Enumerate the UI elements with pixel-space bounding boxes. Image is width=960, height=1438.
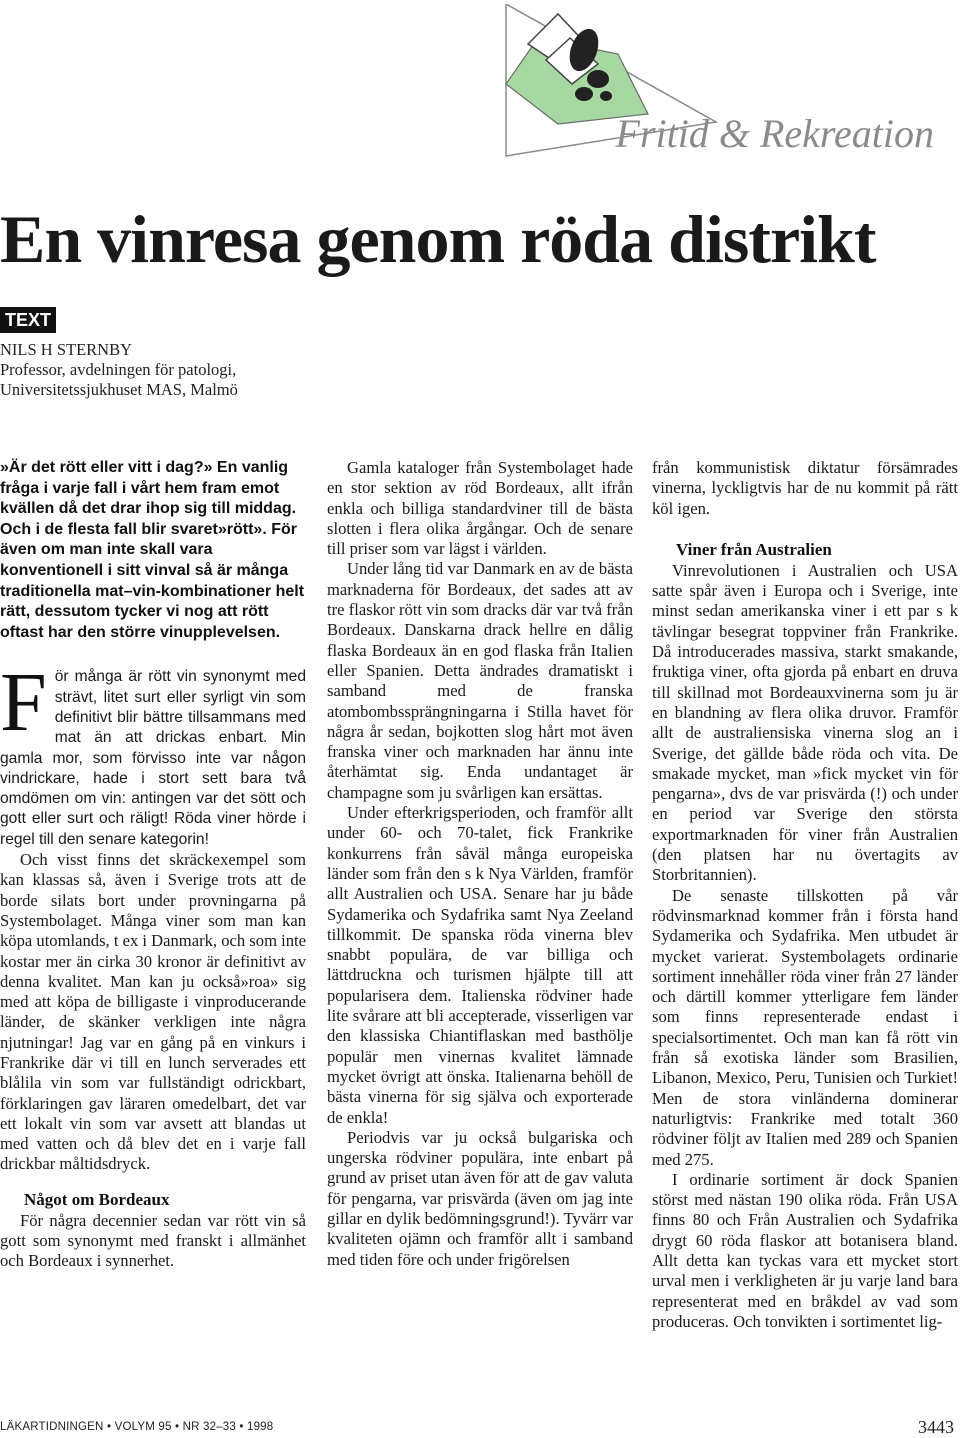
column-1 xyxy=(0,458,306,1272)
author-title: Professor, avdelningen för patologi, xyxy=(0,360,237,379)
subheading-australia: Viner från Australien xyxy=(676,539,832,559)
column-3 xyxy=(652,458,958,1332)
drop-cap: F xyxy=(0,656,47,750)
page-number: 3443 xyxy=(918,1417,954,1437)
first-paragraph xyxy=(0,656,306,850)
column-2 xyxy=(327,458,633,1270)
author-name: NILS H STERNBY xyxy=(0,340,133,359)
paragraph: I ordinarie sortiment är dock Spanien störst med nästan 190 olika röda. Från USA finns 80 och Från Australien och Sydafrika drygt 60 röda flaskor att botanisera bland. Allt detta kan tyckas vara ett mycket stort urval men i verkligheten är ju varje land bara representerat med en bråkdel av vad som produceras. Och tonvikten i sortimentet lig- xyxy=(652,1169,958,1331)
paragraph: från kommunistisk diktatur försämrades vinerna, lyckligtvis har de nu kommit på rätt köl igen. xyxy=(652,458,958,518)
text-label-badge: TEXT xyxy=(0,307,56,333)
journal-footer: LÄKARTIDNINGEN • VOLYM 95 • NR 32–33 • 1998 xyxy=(0,1421,274,1433)
section-title: Fritid & Rekreation xyxy=(615,111,934,156)
paragraph-text: ör många är rött vin synonymt med strävt, litet surt eller syrligt vin som definitivt blir bättre tillsammans med mat än att drickas enbart. Min gamla mor, som förvisso inte var någon vindrickare, hade i stort sett bara två omdömen om vin: antingen var det sött och gott eller surt och räligt! Röda viner hörde i regel till den senare kategorin! xyxy=(0,668,306,848)
paragraph: Gamla kataloger från Systembolaget hade en stor sektion av röd Bordeaux, allt ifrån enkla och billiga standardviner till de bästa slotten i flera olika årgångar. Och de senare till priser som var lägst i världen. xyxy=(327,458,633,559)
lead-paragraph: »Är det rött eller vitt i dag?» En vanlig fråga i varje fall i vårt hem fram emot kvällen då det drar ihop sig till middag. Och i de flesta fall blir svaret»rött». För även om man inte skall vara konventionell i sitt vinval så är många traditionella mat–vin-kombinationer helt rätt, dessutom tycker vi nog att rött oftast har den större vinupplevelsen. xyxy=(0,459,305,641)
paragraph: Under lång tid var Danmark en av de bästa marknaderna för Bordeaux, det sades att av tre flaskor rött vin som dracks där var två från Bordeaux. Danskarna drack hellre en dålig flaska Bordeaux än en god flaska från Italien eller Spanien. Detta ändrades dramatiskt i samband med de franska atombombssprängningarna i Stilla havet för några år sedan, bojkotten slog hårt mot även franska viner och marknaden har ännu inte återhämtat sig. Enda undantaget är champagne som ju svårligen kan ersättas. xyxy=(327,559,633,802)
paragraph: Periodvis var ju också bulgariska och ungerska rödviner populära, inte enbart på grund av priset utan även för att de gav valuta för pengarna, var prisvärda (även om jag inte gillar en dylik bedömningsgrund!). Tyvärr var kvaliteten ojämn och framför allt i samband med tiden före och under frigörelsen xyxy=(327,1127,633,1269)
subheading-bordeaux: Något om Bordeaux xyxy=(24,1189,170,1209)
section-logo xyxy=(498,4,948,164)
byline xyxy=(0,340,238,400)
paragraph: De senaste tillskotten på vår rödvinsmarknad kommer från i första hand Sydamerika och Sydafrika. Men utbudet är mycket varierat. Systembolagets ordinarie sortiment innehåller röda viner från 27 länder och därtill kommer ytterligare fem länder som finns representerade endast i specialsortimentet. Och man kan få rött vin från så exotiska länder som Brasilien, Libanon, Mexico, Peru, Tunisien och Turkiet! Men de stora vinländerna dominerar naturligtvis: Frankrike med totalt 360 rödviner följt av Italien med 289 och Spanien med 275. xyxy=(652,885,958,1169)
paragraph: Under efterkrigsperioden, och framför allt under 60- och 70-talet, fick Frankrike konkurrens från såväl många europeiska länder som från den s k Nya Världen, framför allt Australien och USA. Senare har ju både Sydamerika och Sydafrika samt Nya Zeeland tillkommit. De spanska röda vinerna blev snabbt populära, de var billiga och lättdruckna och turismen hjälpte till att popularisera dem. Italienska rödviner hade lite svårare att bli accepterade, visserligen var den klassiska Chiantiflaskan med basthölje populär men vinernas kvalitet lämnade mycket övrigt att önska. Italienarna behöll de bästa vinerna för sig själva och exporterade de enkla! xyxy=(327,803,633,1127)
paragraph: För några decennier sedan var rött vin så gott som synonymt med franskt i allmänhet och Bordeaux i synnerhet. xyxy=(0,1210,306,1271)
author-affiliation: Universitetssjukhuset MAS, Malmö xyxy=(0,380,238,399)
paragraph: Och visst finns det skräckexempel som kan klassas så, även i Sverige trots att de borde silats bort under provningarna på Systembolaget. Många viner som man kan köpa utomlands, t ex i Danmark, och som inte kostar mer än cirka 30 kronor är definitivt av denna kvalitet. Man kan ju också»roa» sig med att köpa de billigaste i vinproducerande länder, de skänker verkligen inte några njutningar! Jag var en gång på en vinkurs i Frankrike där vi till en lunch serverades ett blålila vin som var fullständigt odrickbart, förklaringen gav läraren omedelbart, det var ett lokalt vin som var avsett att blandas ut med vatten och då blev det en i varje fall drickbar måltidsdryck. xyxy=(0,850,307,1174)
paragraph: Vinrevolutionen i Australien och USA satte spår även i Europa och i Sverige, inte minst sedan amerikanska viner i ett par s k tävlingar besegrat toppviner från Frankrike. Då introducerades massiva, starkt smakande, fruktiga viner, ofta gjorda på enbart en druva till skillnad mot Bordeauxvinerna som ju är en blandning av flera olika druvor. Framför allt de australiensiska vinerna slog an i Sverige, det gällde både röda och vita. De smakade mycket, man »fick mycket vin för pengarna», dvs de var prisvärda (!) och under en period var Sverige den största exportmarknaden för viner från Australien (den platsen har nu övertagits av Storbritannien). xyxy=(652,560,958,885)
article-title: En vinresa genom röda distrikt xyxy=(0,201,876,277)
